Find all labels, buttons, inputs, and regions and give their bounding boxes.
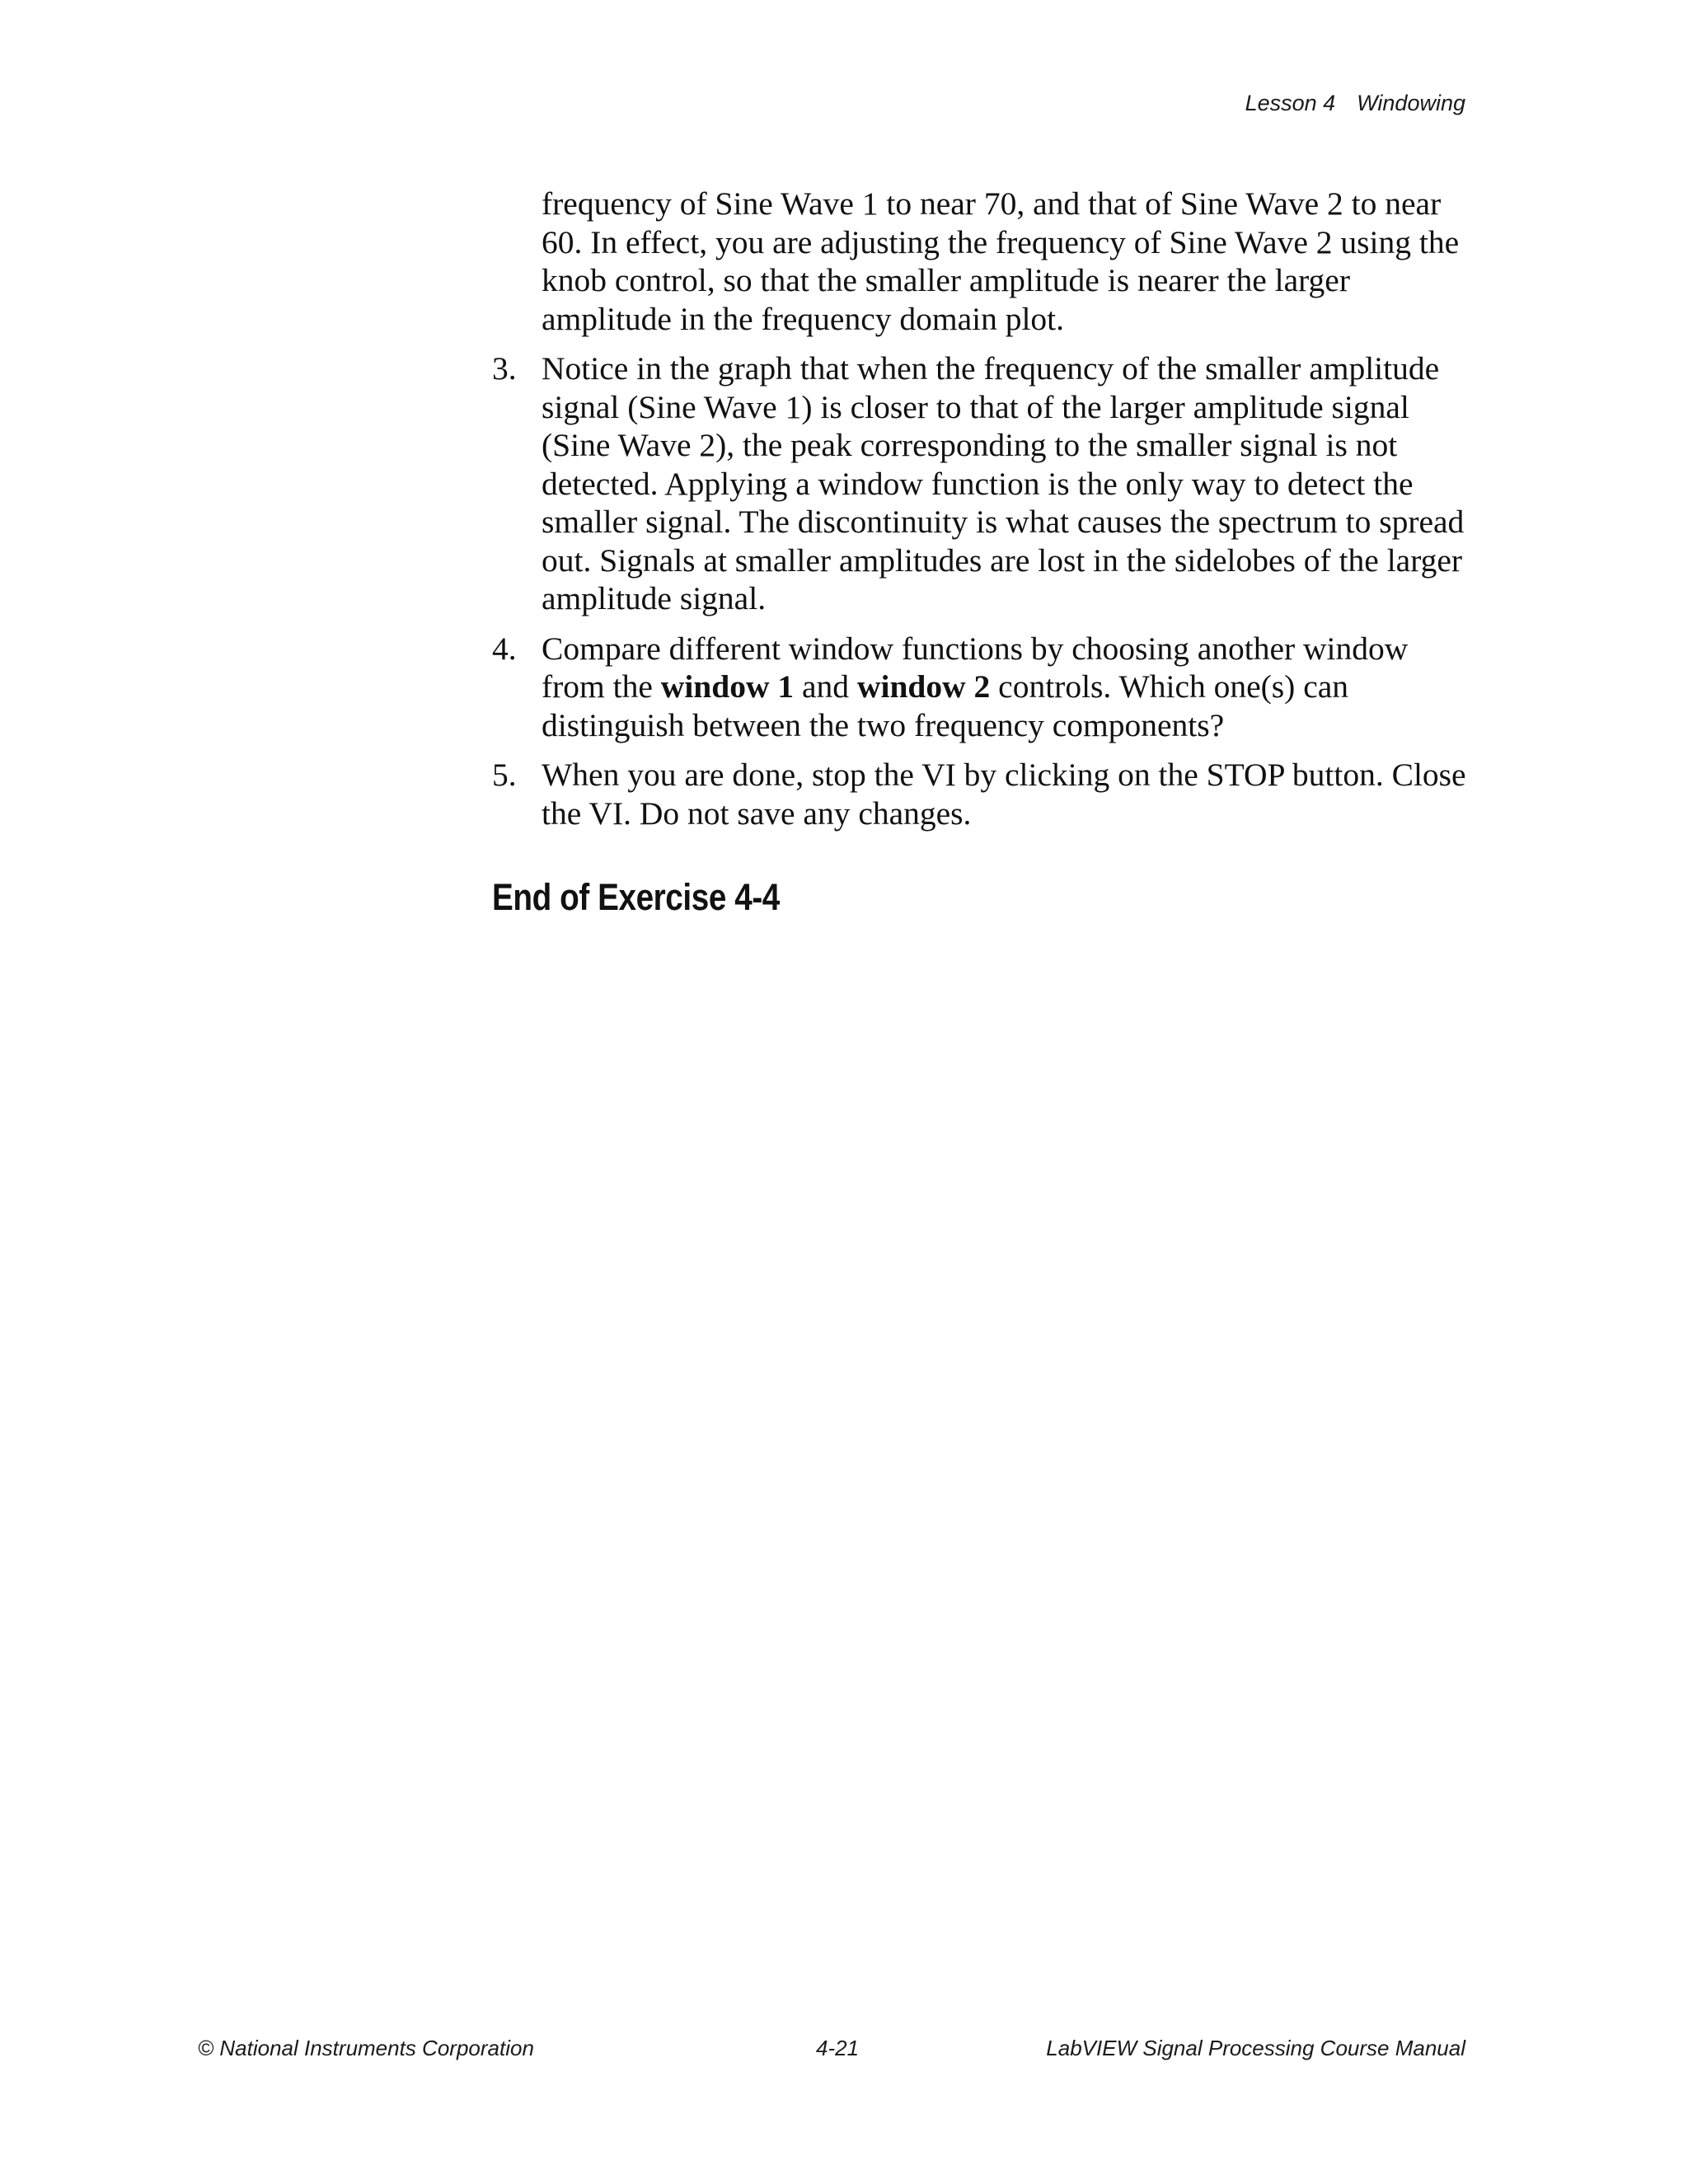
step-text-part: Compare different window functions by choosing another window from the [542,630,1409,705]
step-text-part: controls. Which one(s) can distinguish between the two frequency components? [542,668,1349,743]
step-text: When you are done, stop the VI by clicking on the STOP button. Close the VI. Do not save any changes. [542,757,1466,832]
main-content [492,185,1473,844]
footer-page-number: 4-21 [816,2036,860,2060]
step-text-part: and [794,668,857,705]
step-number: 5. [492,757,517,793]
step-number: 3. [492,350,517,387]
footer-copyright: © National Instruments Corporation [198,2036,534,2060]
running-header [1245,91,1465,116]
step-number: 4. [492,630,517,667]
window-2-control-name: window 2 [856,668,991,705]
step-5 [492,756,1473,832]
step-3 [492,349,1473,618]
window-1-control-name: window 1 [660,668,795,705]
continuation-paragraph: frequency of Sine Wave 1 to near 70, and that of Sine Wave 2 to near 60. In effect, you are adjusting the frequency of Sine Wave 2 using the knob control, so that the smaller amplitude is nearer the larger amplitude in the frequency domain plot. [542,185,1460,337]
footer-manual-title: LabVIEW Signal Processing Course Manual [1046,2036,1465,2060]
header-section: Windowing [1357,91,1465,115]
header-lesson: Lesson 4 [1245,91,1336,115]
step-4 [492,630,1473,745]
end-of-exercise-heading: End of Exercise 4-4 [492,876,780,918]
step-text: Notice in the graph that when the frequency of the smaller amplitude signal (Sine Wave 1) is closer to that of the larger amplitude signal (Sine Wave 2), the peak corresponding to the smaller signal is not detected. Applying a window function is the only way to detect the smaller signal. The discontinuity is what causes the spectrum to spread out. Signals at smaller amplitudes are lost in the sidelobes of the larger amplitude signal. [542,350,1465,616]
